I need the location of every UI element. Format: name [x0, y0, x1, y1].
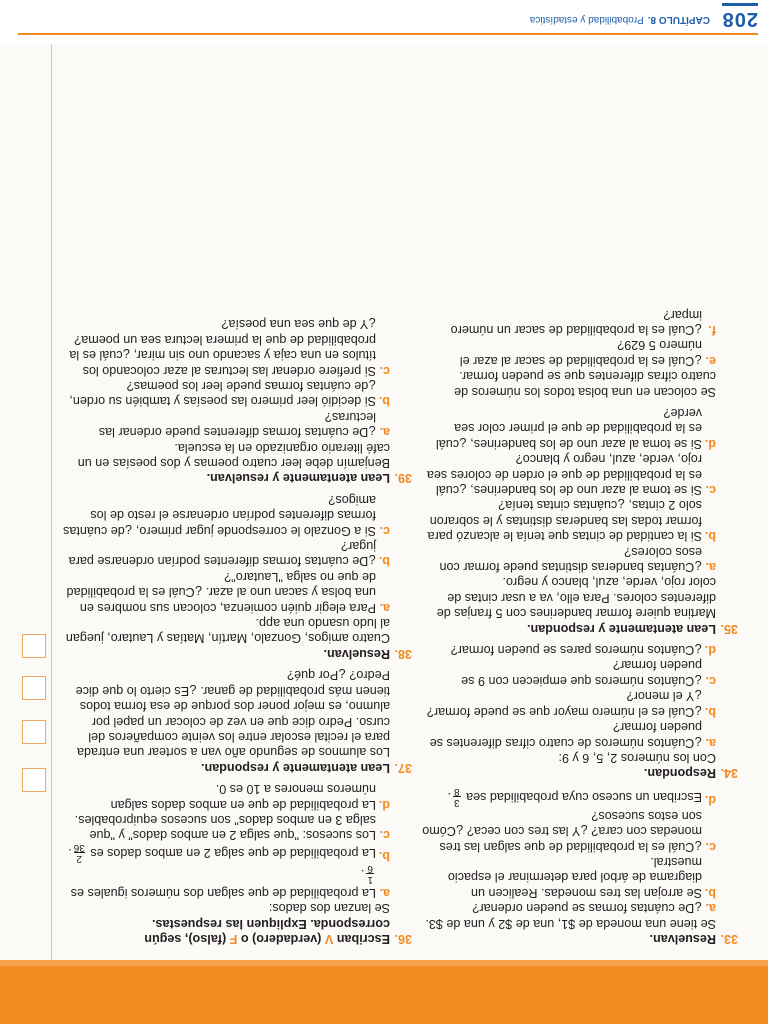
item-33c: c. ¿Cuál es la probabilidad de que salgan las tres monedas con cara? ¿Y las tres con ceca? ¿Cómo son estos sucesos? [422, 808, 716, 854]
answer-box-c[interactable] [22, 676, 46, 700]
footer-rule [18, 33, 758, 35]
exercise-number: 35. [720, 621, 738, 636]
item-39c: c. Si prefiere ordenar las lecturas al azar colocando los títulos en una caja y sacando uno sin mirar, ¿cuál es la probabilidad de que la primera lectura sea un poema? ¿Y de que sea una poesía? [69, 317, 390, 378]
exercise-intro: Los alumnos de segundo año van a sortear una entrada para el recital escolar entre los veinte compañeros del curso. Pedro dice que en vez de colocar un papel por alumno, es mejor poner dos porque de esa forma todos tienen más probabilidad de ganar. ¿Es cierto lo que dice Pedro? ¿Por qué? [75, 668, 390, 760]
item-35c: c. Si se toma al azar uno de los banderines, ¿cuál es la probabilidad de que el orden de colores sea rojo, verde, azul, negro y blanco? [426, 452, 716, 498]
answer-margin [0, 40, 52, 960]
exercise-title: Lean atentamente y resuelvan. [206, 471, 390, 486]
page-number-underline [722, 3, 758, 6]
exercise-title: Lean atentamente y respondan. [527, 621, 716, 636]
item-34c: c. ¿Cuántos números que empiecen con 9 se pueden formar? [461, 658, 716, 688]
answer-box-a[interactable] [22, 768, 46, 792]
answer-box-d[interactable] [22, 634, 46, 658]
exercise-intro: Benjamín debe leer cuatro poemas y dos poesías en un café literario organizado en la escuela. [77, 440, 390, 471]
exercise-number: 33. [720, 932, 738, 946]
exercise-number: 38. [394, 646, 412, 661]
item-34b: b. ¿Cuál es el número mayor que se puede formar? ¿Y el menor? [426, 689, 716, 719]
answer-box-b[interactable] [22, 720, 46, 744]
item-33d: d. Escriban un suceso cuya probabilidad sea 3 8 . [447, 786, 716, 809]
item-36b: b. La probabilidad de que salga 2 en ambos dados es 2 36 . [68, 842, 390, 865]
exercise-intro: Se lanzan dos dados: [268, 901, 390, 916]
exercise-36-heading: 36. Escriban V (verdadero) o F (falso), según corresponda. Expliquen las respuestas. [144, 916, 412, 946]
item-36d: d. La probabilidad de que en ambos dados salgan números menores a 10 es 0. [110, 782, 390, 812]
item-38a: a. Para elegir quién comienza, colocan sus nombres en una bolsa y sacan uno al azar. ¿Cuál es la probabilidad de que no salga "Lautaro"? [66, 569, 390, 615]
exercise-title: Lean atentamente y respondan. [201, 760, 390, 775]
exercise-number: 34. [720, 766, 738, 781]
exercise-intro: Martina quiere formar banderines con 5 franjas de diferentes colores. Para ello, va a usar cintas de color rojo, verde, azul, blanco y negro. [436, 575, 716, 621]
item-35a: a. ¿Cuántas banderas distintas puede formar con esos colores? [439, 544, 716, 575]
exercise-33-heading [422, 931, 738, 946]
exercise-intro: Se tiene una moneda de $1, una de $2 y una de $3. [425, 916, 716, 931]
right-column [62, 316, 412, 946]
fraction: 2 36 [73, 842, 85, 865]
exercise-35-heading [422, 620, 738, 635]
item-38c: c. Si a Gonzalo le corresponde jugar primero, ¿de cuántas formas diferentes podrían ordenarse el resto de los amigos? [63, 492, 390, 538]
item-35b: b. Si la cantidad de cintas que tenía le alcanzó para formar todas las banderas distintas y le sobraron solo 2 cintas, ¿cuántas cintas tenía? [427, 498, 716, 544]
item-39a: a. ¿De cuántas formas diferentes puede ordenar las lecturas? [98, 409, 390, 440]
item-34a: a. ¿Cuántos números de cuatro cifras diferentes se pueden formar? [429, 720, 716, 750]
header-band [0, 960, 768, 1024]
exercise-number: 37. [394, 760, 412, 775]
exercise-number: 36. [394, 932, 412, 946]
item-35d: d. Si se toma al azar uno de los banderines, ¿cuál es la probabilidad de que el primer color sea verde? [435, 406, 716, 451]
exercise-37-heading [62, 759, 412, 774]
exercise-39-heading [62, 470, 412, 485]
item-38b: b. ¿De cuántas formas diferentes podrían ordenarse para jugar? [68, 539, 390, 569]
exercise-38-heading [62, 646, 412, 661]
fraction: 3 8 [454, 786, 460, 809]
exercise-intro: Cuatro amigos, Gonzalo, Martín, Matías y Lautaro, juegan al ludo usando una app. [65, 616, 390, 646]
item-33a: a. ¿De cuántas formas se pueden ordenar? [472, 901, 716, 916]
item-36c: c. Los sucesos: "que salga 2 en ambos dados" y "que salga 3 en ambos dados" son sucesos equiprobables. [74, 812, 390, 843]
exercise-34-heading [422, 765, 738, 780]
header-stripe [0, 960, 768, 966]
left-column [422, 306, 738, 946]
exercise-number: 39. [394, 471, 412, 486]
item-34d: d. ¿Cuántos números pares se pueden formar? [450, 643, 716, 658]
chapter-label: CAPÍTULO 8.Probabilidad y estadística [529, 14, 710, 25]
exercise-title: Resuelvan. [323, 646, 390, 661]
item-36a: a. La probabilidad de que salgan dos números iguales es 1 6 . [70, 863, 390, 900]
item-35f: f. ¿Cuál es la probabilidad de sacar un número impar? [450, 307, 716, 337]
page-number: 208 [721, 8, 758, 30]
fraction: 1 6 [367, 863, 373, 886]
exercise-title: Respondan. [643, 766, 716, 781]
item-35e: e. ¿Cuál es la probabilidad de sacar al azar el número 5 629? [459, 338, 716, 368]
exercise-intro: Se colocan en una bolsa todos los números de cuatro cifras diferentes que se pueden formar. [454, 369, 716, 399]
exercise-title: Resuelvan. [649, 932, 716, 946]
item-33b: b. Se arrojan las tres monedas. Realicen un diagrama de árbol para determinar el espacio muestral. [447, 854, 716, 900]
exercise-intro: Con los números 2, 5, 6 y 9: [558, 750, 716, 765]
item-39b: b. Si decidió leer primero las poesías y también su orden, ¿de cuántas formas puede leer los poemas? [69, 379, 390, 409]
